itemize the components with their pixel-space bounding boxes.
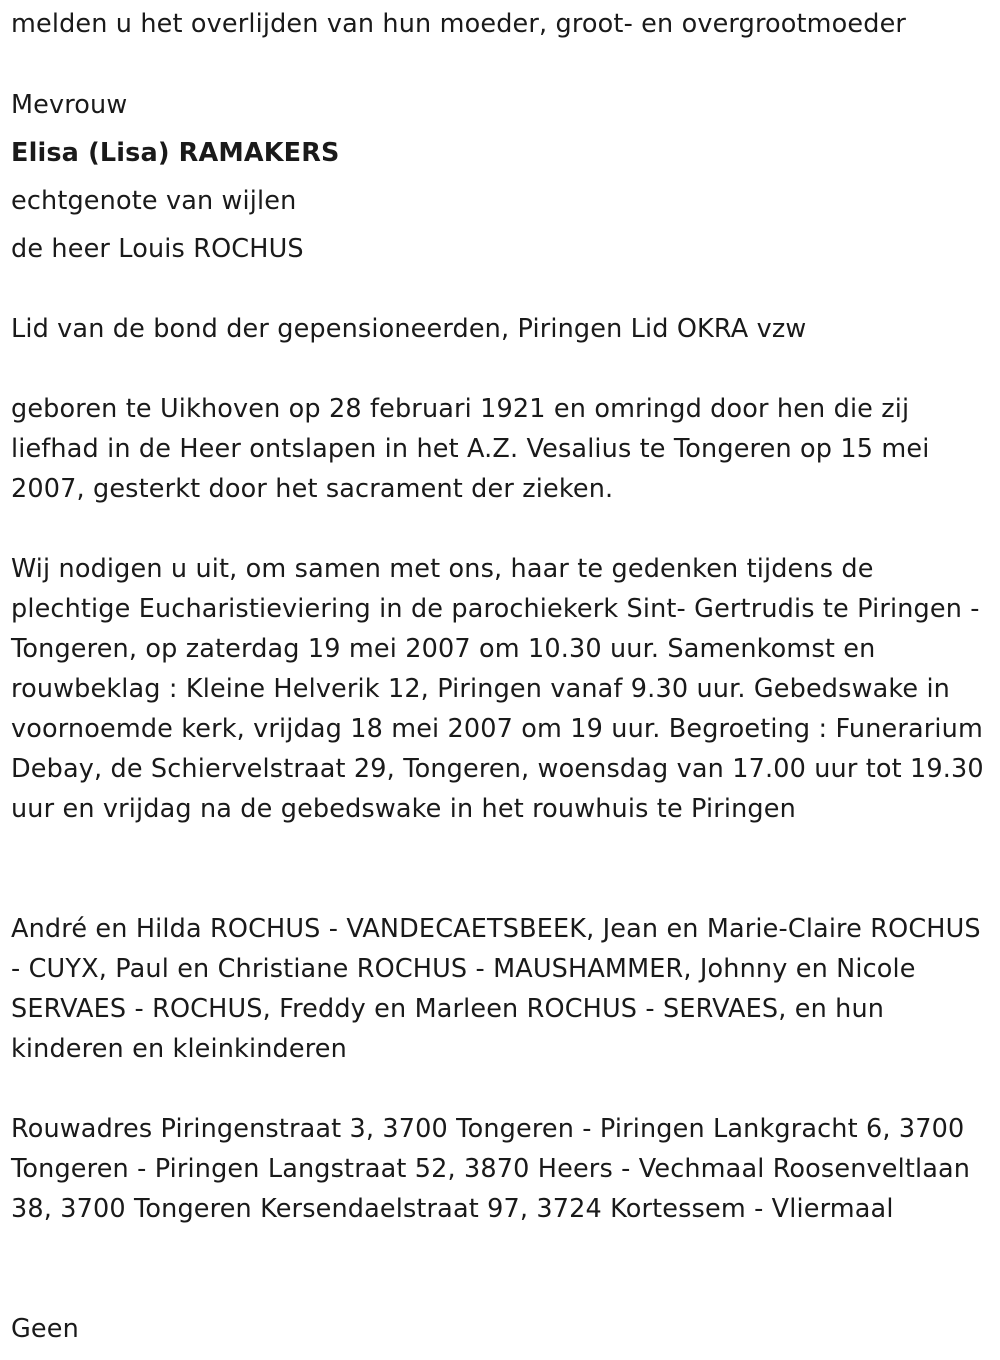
addresses-paragraph: Rouwadres Piringenstraat 3, 3700 Tongeren - Piringen Lankgracht 6, 3700 Tongeren - Piringen Langstraat 52, 3870 Heers - Vechmaal Roosenveltlaan 38, 3700 Tongeren Kersendaelstraat 97, 3724 Kortessem - Vliermaal bbox=[11, 1114, 971, 1224]
ceremony-paragraph: Wij nodigen u uit, om samen met ons, haar te gedenken tijdens de plechtige Eucharistieviering in de parochiekerk Sint- Gertrudis te Piringen -Tongeren, op zaterdag 19 mei 2007 om 10.30 uur. Samenkomst en rouwbeklag : Kleine Helverik 12, Piringen vanaf 9.30 uur. Gebedswake in voornoemde kerk, vrijdag 18 mei 2007 om 19 uur. Begroeting : Funerarium Debay, de Schiervelstraat 29, Tongeren, woensdag van 17.00 uur tot 19.30 uur en vrijdag na de gebedswake in het rouwhuis te Piringen bbox=[11, 554, 984, 824]
title-text: Mevrouw bbox=[11, 90, 128, 120]
family-paragraph: André en Hilda ROCHUS - VANDECAETSBEEK, Jean en Marie-Claire ROCHUS - CUYX, Paul en Christiane ROCHUS - MAUSHAMMER, Johnny en Nicole SERVAES - ROCHUS, Freddy en Marleen ROCHUS - SERVAES, en hun kinderen en kleinkinderen bbox=[11, 914, 981, 1064]
spouse-name: de heer Louis ROCHUS bbox=[11, 234, 304, 264]
birth-death-paragraph: geboren te Uikhoven op 28 februari 1921 en omringd door hen die zij liefhad in de Heer ontslapen in het A.Z. Vesalius te Tongeren op 15 mei 2007, gesterkt door het sacrament der zieken. bbox=[11, 394, 930, 504]
intro-text: melden u het overlijden van hun moeder, groot- en overgrootmoeder bbox=[11, 9, 907, 39]
membership-text: Lid van de bond der gepensioneerden, Piringen Lid OKRA vzw bbox=[11, 314, 807, 344]
deceased-name: Elisa (Lisa) RAMAKERS bbox=[11, 138, 340, 168]
closing-text: Geen bbox=[11, 1314, 79, 1344]
spouse-label: echtgenote van wijlen bbox=[11, 186, 297, 216]
